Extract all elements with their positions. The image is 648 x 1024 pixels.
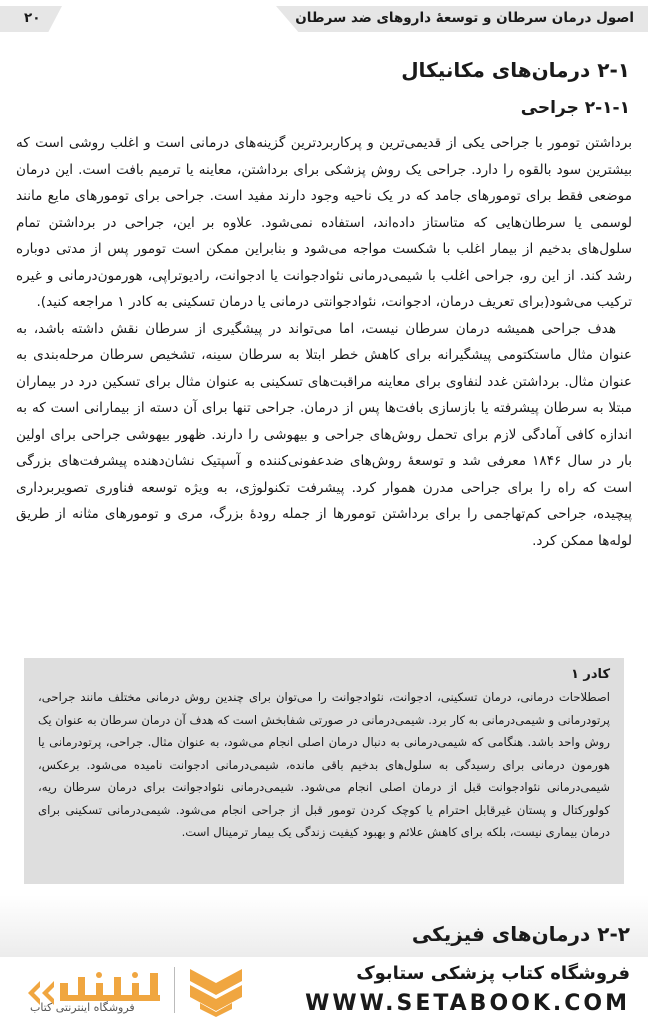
info-box	[24, 658, 624, 884]
logo-divider	[174, 967, 175, 1013]
store-footer	[0, 957, 648, 1024]
box-text: اصطلاحات درمانی، درمان تسکینی، ادجوانت، نئوادجوانت را می‌توان برای چندین روش درمانی مختلف مانند جراحی، پرتودرمانی و شیمی‌درمانی به کار برد. شیمی‌درمانی در صورتی شفابخش است که هدف آن درمان سرطان به عنوان یک روش واحد باشد. هنگامی که شیمی‌درمانی به دنبال درمان اصلی انجام می‌شود، به عنوان مثال. جراحی، پرتودرمانی یا هورمون درمانی برای رسیدگی به سلول‌های بدخیم باقی مانده، شیمی‌درمانی ادجوانت نامیده می‌شود. برعکس، شیمی‌درمانی نئوادجوانت قبل از درمان اصلی انجام می‌شود. شیمی‌درمانی نئوادجوانت برای درمان سرطان ریه، کولورکتال و پستان غیرقابل احترام یا کوچک کردن تومور قبل از جراحی انجام می‌شود. شیمی‌درمانی تسکینی برای درمان بیماری نیست، بلکه برای کاهش علائم و بهبود کیفیت زندگی یک بیمار ترمینال است.	[38, 690, 610, 839]
next-section-heading: ۲-۲ درمان‌های فیزیکی	[411, 922, 630, 946]
logo-subtitle: فروشگاه اینترنتی کتاب	[30, 1001, 135, 1014]
paragraph: برداشتن تومور با جراحی یکی از قدیمی‌ترین و پرکاربردترین گزینه‌های درمانی است و اغلب روشی است که بیشترین سود بالقوه را دارد. جراحی یک روش پزشکی برای برداشتن، معاینه یا ترمیم بافت است. این درمان موضعی فقط برای تومورهای جامد که در یک ناحیه وجود دارند مفید است. جراحی برای تومورهای مایع مانند لوسمی یا سرطان‌هایی که متاستاز داده‌اند، استفاده نمی‌شود. علاوه بر این، جراحی در برداشتن تمام سلول‌های بدخیم از بیمار اغلب با شکست مواجه می‌شود و بنابراین ممکن است تومور پس از مدتی دوباره رشد کند. از این رو، جراحی اغلب با شیمی‌درمانی نئوادجوانت یا ادجوانت، رادیوتراپی، هورمون‌درمانی و غیره ترکیب می‌شود(برای تعریف درمان، ادجوانت، نئوادجوانتی درمانی یا درمان تسکینی به کادر ۱ مراجعه کنید).	[16, 135, 632, 310]
paragraph: هدف جراحی همیشه درمان سرطان نیست، اما می‌تواند در پیشگیری از سرطان نقش داشته باشد، به عنوان مثال ماستکتومی پیشگیرانه برای کاهش خطر ابتلا به سرطان سینه، تشخیص سرطان مرحله‌بندی به عنوان مثال. برداشتن غدد لنفاوی برای معاینه مراقبت‌های تسکینی به عنوان مثال برای تسکین درد در بیماران مبتلا به سرطان پیشرفته یا بازسازی بافت‌ها پس از درمان. جراحی تنها برای آن دسته از بیمارانی است که به اندازه کافی آمادگی لازم برای تحمل روش‌های جراحی و بیهوشی را دارند. ظهور بیهوشی جراحی برای اولین بار در سال ۱۸۴۶ معرفی شد و توسعهٔ روش‌های ضدعفونی‌کننده و آسپتیک نشان‌دهنده پیشرفت‌های بزرگی است که راه را برای جراحی مدرن هموار کرد. پیشرفت تکنولوژی، به ویژه توسعه فناوری تصویربرداری پیچیده، جراحی کم‌تهاجمی را برای برداشتن تومورها از جمله رودهٔ بزرگ، مری و تومورهای مثانه از طریق لوله‌ها ممکن کرد.	[16, 320, 632, 549]
section-heading: ۲-۱ درمان‌های مکانیکال	[401, 58, 630, 82]
store-url[interactable]: WWW.SETABOOK.COM	[305, 991, 630, 1016]
page-header	[0, 6, 648, 32]
running-title: اصول درمان سرطان و توسعهٔ داروهای ضد سرطان	[295, 10, 634, 26]
body-text	[16, 130, 632, 554]
box-title: کادر ۱	[570, 667, 610, 682]
store-name: فروشگاه کتاب پزشکی ستابوک	[356, 963, 630, 984]
subsection-heading: ۲-۱-۱ جراحی	[520, 98, 630, 118]
page-number: ۲۰	[24, 10, 41, 26]
logo-chevron-icon	[186, 965, 246, 1017]
